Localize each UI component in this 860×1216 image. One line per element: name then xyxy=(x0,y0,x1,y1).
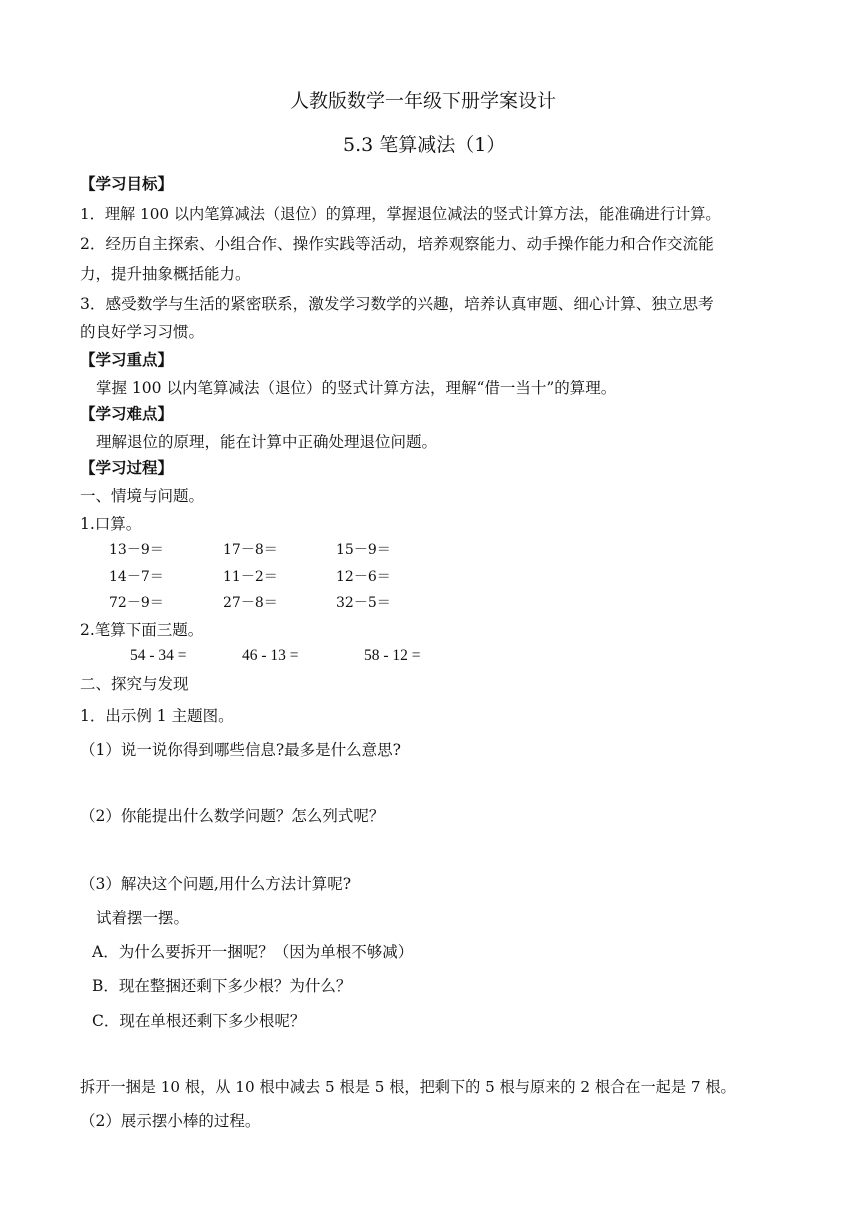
difficulty-header: 【学习难点】 xyxy=(80,404,174,423)
question-3: （3）解决这个问题,用什么方法计算呢? xyxy=(80,875,352,893)
goal-1: 1．理解 100 以内笔算减法（退位）的算理，掌握退位减法的竖式计算方法，能准确进行计算。 xyxy=(80,205,721,223)
difficulty-text: 理解退位的原理，能在计算中正确处理退位问题。 xyxy=(96,433,438,451)
oral-item: 13－9＝ xyxy=(109,542,164,558)
oral-calc-heading: 1.口算。 xyxy=(80,515,142,533)
written-calc-heading: 2.笔算下面三题。 xyxy=(80,621,204,639)
key-points-text: 掌握 100 以内笔算减法（退位）的竖式计算方法，理解“借一当十”的算理。 xyxy=(96,379,617,397)
oral-item: 27－8＝ xyxy=(223,595,278,611)
question-1: （1）说一说你得到哪些信息?最多是什么意思? xyxy=(80,741,401,759)
document-title: 人教版数学一年级下册学案设计 xyxy=(290,90,557,112)
section-1-heading: 一、情境与问题。 xyxy=(80,487,205,505)
oral-item: 32－5＝ xyxy=(336,595,391,611)
section-2-heading: 二、探究与发现 xyxy=(80,675,189,693)
sub-question-c: C．现在单根还剩下多少根呢？ xyxy=(92,1012,306,1030)
process-header: 【学习过程】 xyxy=(80,458,174,477)
goal-2-line-2: 力，提升抽象概括能力。 xyxy=(80,265,251,283)
goal-2-line-1: 2．经历自主探索、小组合作、操作实践等活动，培养观察能力、动手操作能力和合作交流能 xyxy=(80,235,714,253)
oral-item: 17－8＝ xyxy=(223,542,278,558)
goal-3-line-1: 3．感受数学与生活的紧密联系，激发学习数学的兴趣，培养认真审题、细心计算、独立思考 xyxy=(80,295,714,313)
goal-3-line-2: 的良好学习习惯。 xyxy=(80,323,205,341)
show-process-text: （2）展示摆小棒的过程。 xyxy=(80,1112,261,1130)
lesson-subtitle: 5.3 笔算减法（1） xyxy=(343,134,506,156)
written-item: 46 - 13 = xyxy=(242,647,299,664)
question-2: （2）你能提出什么数学问题？怎么列式呢？ xyxy=(80,807,385,825)
explanation-text: 拆开一捆是 10 根，从 10 根中减去 5 根是 5 根，把剩下的 5 根与原来的 2 根合在一起是 7 根。 xyxy=(80,1078,736,1096)
oral-item: 14－7＝ xyxy=(109,569,164,585)
written-item: 58 - 12 = xyxy=(364,647,421,664)
oral-item: 15－9＝ xyxy=(336,542,391,558)
sub-question-a: A．为什么要拆开一捆呢？（因为单根不够减） xyxy=(92,943,414,961)
oral-item: 11－2＝ xyxy=(223,569,278,585)
example-1-heading: 1．出示例 1 主题图。 xyxy=(80,707,234,725)
sub-question-b: B．现在整捆还剩下多少根？为什么？ xyxy=(92,977,352,995)
oral-item: 72－9＝ xyxy=(109,595,164,611)
goals-header: 【学习目标】 xyxy=(80,174,174,193)
written-item: 54 - 34 = xyxy=(130,647,187,664)
try-it-text: 试着摆一摆。 xyxy=(96,909,190,927)
key-points-header: 【学习重点】 xyxy=(80,350,174,369)
oral-item: 12－6＝ xyxy=(336,569,391,585)
